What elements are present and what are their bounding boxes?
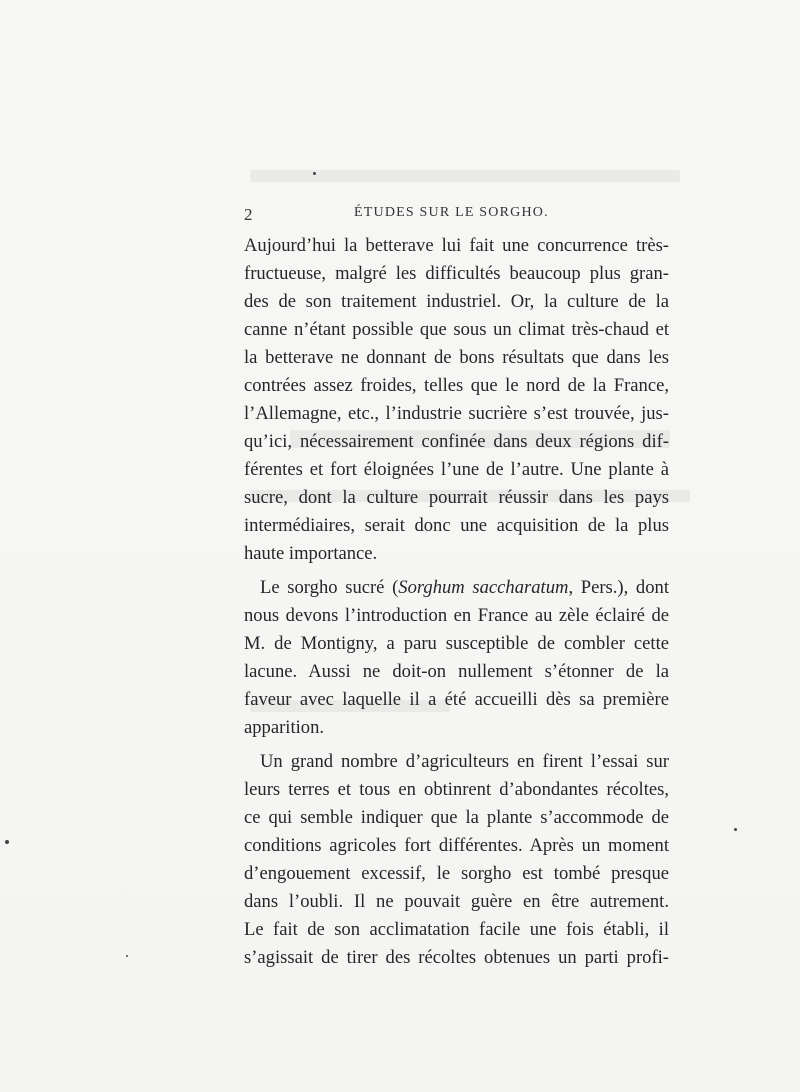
speck	[5, 840, 9, 844]
text-line: lacune. Aussi ne doit-on nullement s’étonner de la	[244, 661, 669, 682]
text-line: canne n’étant possible que sous un climat très-chaud et	[244, 319, 669, 340]
text-line: l’Allemagne, etc., l’industrie sucrière s’est trouvée, jus-	[244, 403, 669, 424]
text-line: s’agissait de tirer des récoltes obtenues un parti profi-	[244, 947, 669, 968]
text-line: intermédiaires, serait donc une acquisition de la plus	[244, 515, 669, 536]
speck	[313, 172, 316, 175]
text-line: faveur avec laquelle il a été accueilli dès sa première	[244, 689, 669, 710]
text-line: des de son traitement industriel. Or, la culture de la	[244, 291, 669, 312]
body-text	[244, 232, 669, 972]
page-number: 2	[244, 205, 253, 224]
text-line: férentes et fort éloignées l’une de l’autre. Une plante à	[244, 459, 669, 480]
text-line: fructueuse, malgré les difficultés beaucoup plus gran-	[244, 263, 669, 284]
text-line: Aujourd’hui la betterave lui fait une concurrence très-	[244, 235, 669, 256]
text-line: la betterave ne donnant de bons résultats que dans les	[244, 347, 669, 368]
text-run: , Pers.), dont	[568, 577, 669, 598]
text-line: qu’ici, nécessairement confinée dans deux régions dif-	[244, 431, 669, 452]
paragraph-3	[244, 748, 669, 972]
paragraph-2	[244, 574, 669, 742]
page-header	[244, 205, 664, 227]
text-line: d’engouement excessif, le sorgho est tombé presque	[244, 863, 669, 884]
text-line: haute importance.	[244, 543, 378, 564]
text-line: sucre, dont la culture pourrait réussir dans les pays	[244, 487, 669, 508]
paragraph-1	[244, 232, 669, 568]
text-line	[244, 574, 669, 602]
text-line: conditions agricoles fort différentes. Après un moment	[244, 835, 669, 856]
italic-species-name: Sorghum saccharatum	[398, 577, 569, 598]
text-line: apparition.	[244, 717, 325, 738]
text-line: ce qui semble indiquer que la plante s’accommode de	[244, 807, 669, 828]
text-line: Un grand nombre d’agriculteurs en firent l’essai sur	[260, 751, 669, 772]
text-line: M. de Montigny, a paru susceptible de combler cette	[244, 633, 669, 654]
speck	[126, 955, 128, 957]
text-line: Le fait de son acclimatation facile une fois établi, il	[244, 919, 669, 940]
text-line: leurs terres et tous en obtinrent d’abondantes récoltes,	[244, 779, 669, 800]
running-head: ÉTUDES SUR LE SORGHO.	[354, 205, 549, 220]
text-line: nous devons l’introduction en France au zèle éclairé de	[244, 605, 669, 626]
text-line: dans l’oubli. Il ne pouvait guère en être autrement.	[244, 891, 669, 912]
text-line: contrées assez froides, telles que le nord de la France,	[244, 375, 669, 396]
speck	[734, 828, 737, 831]
text-run: Le sorgho sucré (	[260, 577, 399, 598]
